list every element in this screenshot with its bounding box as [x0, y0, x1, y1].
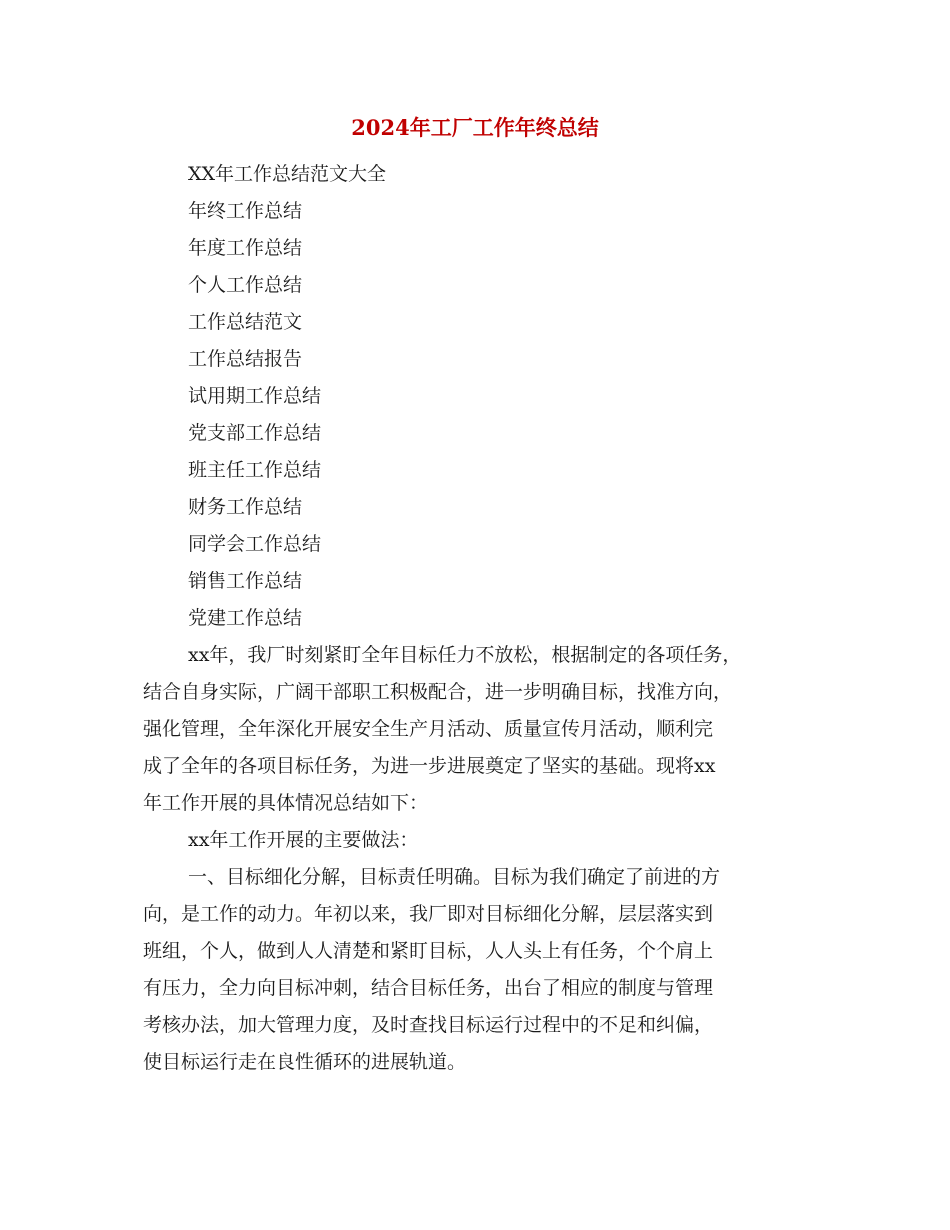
list-item: 班主任工作总结 — [188, 459, 322, 481]
list-item: 党支部工作总结 — [188, 422, 322, 444]
list-item: 年终工作总结 — [188, 200, 303, 222]
list-item: 同学会工作总结 — [188, 533, 322, 555]
list-item: 工作总结范文 — [188, 311, 303, 333]
list-item: 个人工作总结 — [188, 274, 303, 296]
list-item: 年度工作总结 — [188, 237, 303, 259]
list-item: 工作总结报告 — [188, 348, 303, 370]
list-item: XX年工作总结范文大全 — [188, 163, 387, 185]
paragraph-heading — [143, 822, 811, 859]
paragraph-line: 班组，个人，做到人人清楚和紧盯目标，人人头上有任务，个个肩上 — [143, 940, 714, 962]
paragraph-intro — [143, 637, 811, 822]
document-body — [143, 156, 811, 1081]
paragraph-line: 一、目标细化分解，目标责任明确。目标为我们确定了前进的方 — [188, 866, 721, 888]
paragraph-line: 强化管理，全年深化开展安全生产月活动、质量宣传月活动，顺利完 — [143, 718, 714, 740]
paragraph-line: 有压力，全力向目标冲刺，结合目标任务，出台了相应的制度与管理 — [143, 977, 714, 999]
list-item: 销售工作总结 — [188, 570, 303, 592]
list-item: 试用期工作总结 — [188, 385, 322, 407]
list-item: 财务工作总结 — [188, 496, 303, 518]
paragraph-line: 向，是工作的动力。年初以来，我厂即对目标细化分解，层层落实到 — [143, 903, 714, 925]
contents-list — [143, 156, 811, 637]
paragraph-line: xx年工作开展的主要做法： — [188, 829, 419, 851]
paragraph-section-one — [143, 859, 811, 1081]
paragraph-line: 结合自身实际，广阔干部职工积极配合，进一步明确目标，找准方向， — [143, 681, 733, 703]
document-title: 2024年工厂工作年终总结 — [351, 115, 599, 140]
paragraph-line: xx年，我厂时刻紧盯全年目标任力不放松，根据制定的各项任务， — [188, 644, 742, 666]
paragraph-line: 使目标运行走在良性循环的进展轨道。 — [143, 1051, 467, 1073]
list-item: 党建工作总结 — [188, 607, 303, 629]
paragraph-line: 成了全年的各项目标任务，为进一步进展奠定了坚实的基础。现将xx — [143, 755, 716, 777]
paragraph-line: 考核办法，加大管理力度，及时查找目标运行过程中的不足和纠偏， — [143, 1014, 714, 1036]
paragraph-line: 年工作开展的具体情况总结如下： — [143, 792, 429, 814]
